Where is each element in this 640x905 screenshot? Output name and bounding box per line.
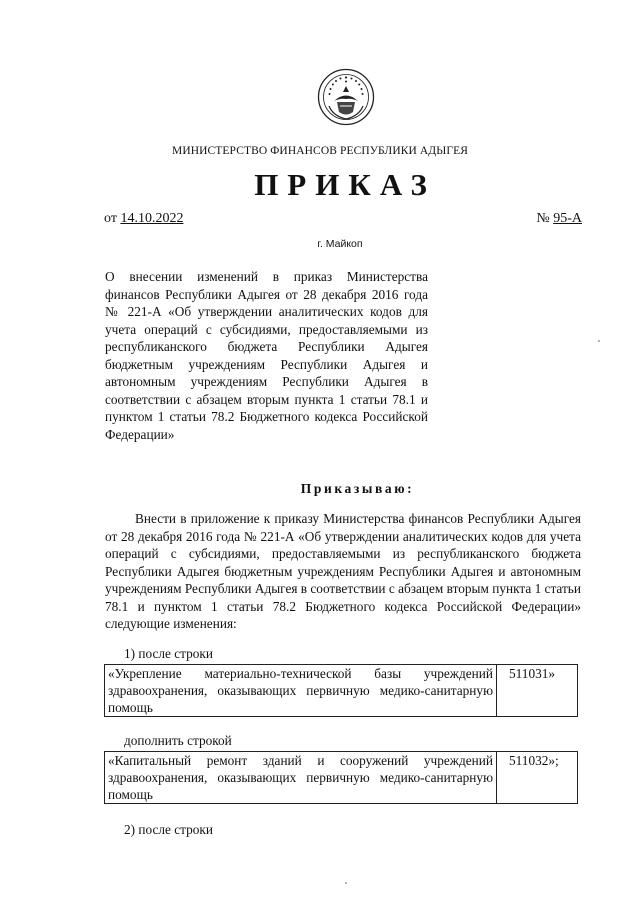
number-prefix: № — [536, 211, 554, 226]
order-heading: Приказываю: — [300, 481, 415, 496]
row-code: 511031» — [497, 665, 578, 717]
table-row — [105, 665, 578, 717]
scan-speck — [345, 882, 347, 884]
city: г. Майкоп — [317, 238, 363, 250]
ministry-name: МИНИСТЕРСТВО ФИНАНСОВ РЕСПУБЛИКИ АДЫГЕЯ — [172, 145, 468, 157]
scan-speck — [598, 340, 600, 342]
row-description: «Капитальный ремонт зданий и сооружений учреждений здравоохранения, оказывающих первичную медико-санитарную помощь — [105, 752, 497, 804]
subject-paragraph — [105, 268, 428, 443]
row-code: 511032»; — [497, 752, 578, 804]
item-2-label: 2) после строки — [124, 822, 214, 837]
table-row — [105, 752, 578, 804]
date-value: 14.10.2022 — [120, 211, 184, 226]
row-description: «Укрепление материально-технической базы учреждений здравоохранения, оказывающих первичную медико-санитарную помощь — [105, 665, 497, 717]
document-date — [104, 211, 183, 227]
addition-label: дополнить строкой — [124, 733, 232, 748]
body-text: Внести в приложение к приказу Министерства финансов Республики Адыгея от 28 декабря 2016 года № 221-А «Об утверждении аналитических кодов для учета операций с субсидиями, предоставляемыми из республиканского бюджета Республики Адыгея бюджетным учреждениям Республики Адыгея и автономным учреждениям Республики Адыгея в соответствии с абзацем вторым пункта 1 статьи 78.1 и пунктом 1 статьи 78.2 Бюджетного кодекса Российской Федерации» следующие изменения: — [105, 511, 581, 631]
item-1-label: 1) после строки — [124, 646, 214, 661]
number-value: 95-А — [553, 211, 582, 226]
document-title: ПРИКАЗ — [254, 167, 436, 202]
order-body — [105, 510, 581, 633]
coat-of-arms-adygea-icon — [317, 68, 375, 126]
coat-of-arms-emblem — [317, 68, 375, 126]
subject-text: О внесении изменений в приказ Министерства финансов Республики Адыгея от 28 декабря 2016 года № 221-А «Об утверждении аналитических кодов для учета операций с субсидиями, предоставляемыми из республиканского бюджета Республики Адыгея бюджетным учреждениям Республики Адыгея и автономным учреждениям Республики Адыгея в соответствии с абзацем вторым пункта 1 статьи 78.1 и пунктом 1 статьи 78.2 Бюджетного кодекса Российской Федерации» — [105, 269, 428, 442]
document-number — [536, 211, 582, 227]
code-table-1 — [104, 664, 578, 717]
date-prefix: от — [104, 211, 121, 226]
code-table-2 — [104, 751, 578, 804]
